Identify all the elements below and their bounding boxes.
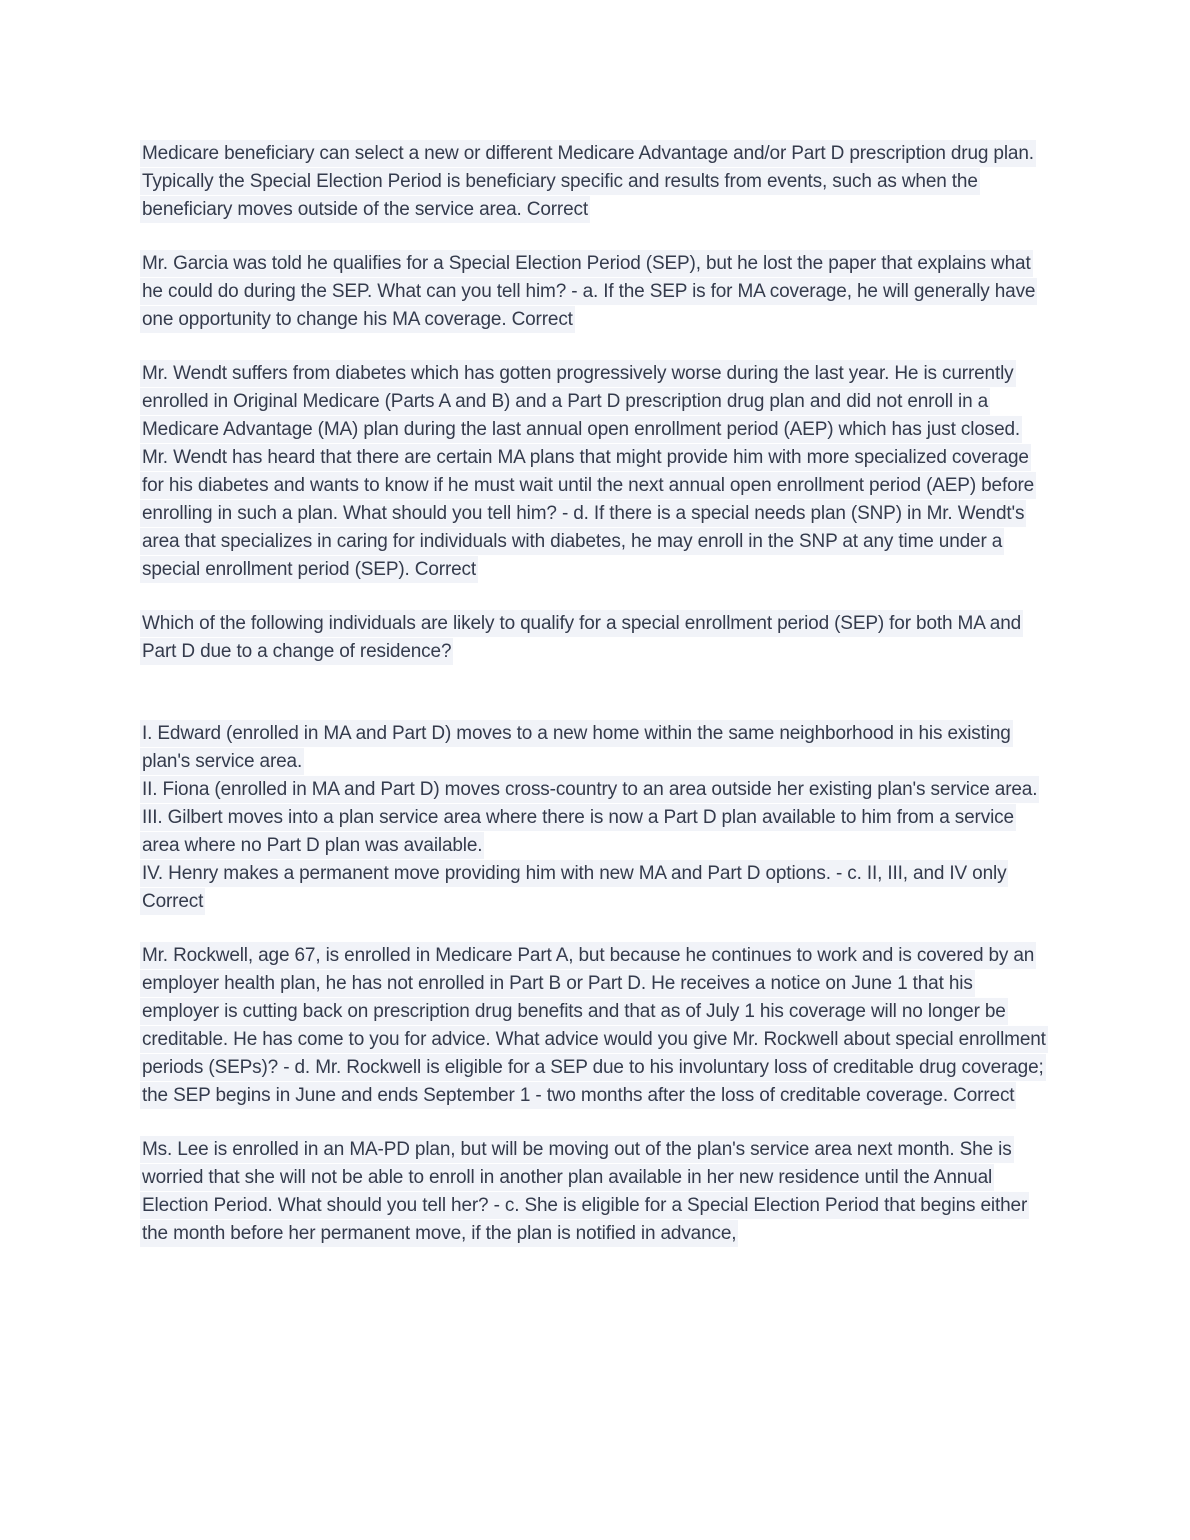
list-item-gilbert-text: III. Gilbert moves into a plan service area where there is now a Part D plan available to him from a service area where no Part D plan was available.	[140, 804, 1016, 859]
paragraph-mr-rockwell-text: Mr. Rockwell, age 67, is enrolled in Medicare Part A, but because he continues to work and is covered by an employer health plan, he has not enrolled in Part B or Part D. He receives a notice on June 1 that his employer is cutting back on prescription drug benefits and that as of July 1 his coverage will no longer be creditable. He has come to you for advice. What advice would you give Mr. Rockwell about special enrollment periods (SEPs)? - d. Mr. Rockwell is eligible for a SEP due to his involuntary loss of creditable drug coverage; the SEP begins in June and ends September 1 - two months after the loss of creditable coverage. Correct	[140, 942, 1048, 1109]
paragraph-mr-garcia	[140, 250, 1048, 334]
list-item-fiona	[140, 776, 1048, 804]
paragraph-ms-lee	[140, 1136, 1048, 1248]
paragraph-mr-rockwell	[140, 942, 1048, 1110]
paragraph-ms-lee-text: Ms. Lee is enrolled in an MA-PD plan, but will be moving out of the plan's service area next month. She is worried that she will not be able to enroll in another plan available in her new residence until the Annual Election Period. What should you tell her? - c. She is eligible for a Special Election Period that begins either the month before her permanent move, if the plan is notified in advance,	[140, 1136, 1029, 1247]
paragraph-mr-wendt	[140, 360, 1048, 584]
paragraph-sep-intro-text: Medicare beneficiary can select a new or different Medicare Advantage and/or Part D prescription drug plan. Typically the Special Election Period is beneficiary specific and results from events, such as when the beneficiary moves outside of the service area. Correct	[140, 140, 1036, 223]
list-item-edward	[140, 720, 1048, 776]
list-item-edward-text: I. Edward (enrolled in MA and Part D) moves to a new home within the same neighborhood in his existing plan's service area.	[140, 720, 1013, 775]
blank-line-spacer	[140, 692, 1048, 720]
paragraph-question-residence	[140, 610, 1048, 666]
paragraph-question-residence-text: Which of the following individuals are likely to qualify for a special enrollment period (SEP) for both MA and Part D due to a change of residence?	[140, 610, 1023, 665]
list-item-henry-text: IV. Henry makes a permanent move providing him with new MA and Part D options. - c. II, III, and IV only Correct	[140, 860, 1008, 915]
list-item-gilbert	[140, 804, 1048, 860]
list-item-henry	[140, 860, 1048, 916]
list-item-fiona-text: II. Fiona (enrolled in MA and Part D) moves cross-country to an area outside her existing plan's service area.	[140, 776, 1039, 803]
paragraph-sep-intro	[140, 140, 1048, 224]
paragraph-mr-garcia-text: Mr. Garcia was told he qualifies for a Special Election Period (SEP), but he lost the paper that explains what he could do during the SEP. What can you tell him? - a. If the SEP is for MA coverage, he will generally have one opportunity to change his MA coverage. Correct	[140, 250, 1037, 333]
roman-numeral-list	[140, 720, 1048, 916]
paragraph-mr-wendt-text: Mr. Wendt suffers from diabetes which has gotten progressively worse during the last year. He is currently enrolled in Original Medicare (Parts A and B) and a Part D prescription drug plan and did not enroll in a Medicare Advantage (MA) plan during the last annual open enrollment period (AEP) which has just closed. Mr. Wendt has heard that there are certain MA plans that might provide him with more specialized coverage for his diabetes and wants to know if he must wait until the next annual open enrollment period (AEP) before enrolling in such a plan. What should you tell him? - d. If there is a special needs plan (SNP) in Mr. Wendt's area that specializes in caring for individuals with diabetes, he may enroll in the SNP at any time under a special enrollment period (SEP). Correct	[140, 360, 1036, 583]
